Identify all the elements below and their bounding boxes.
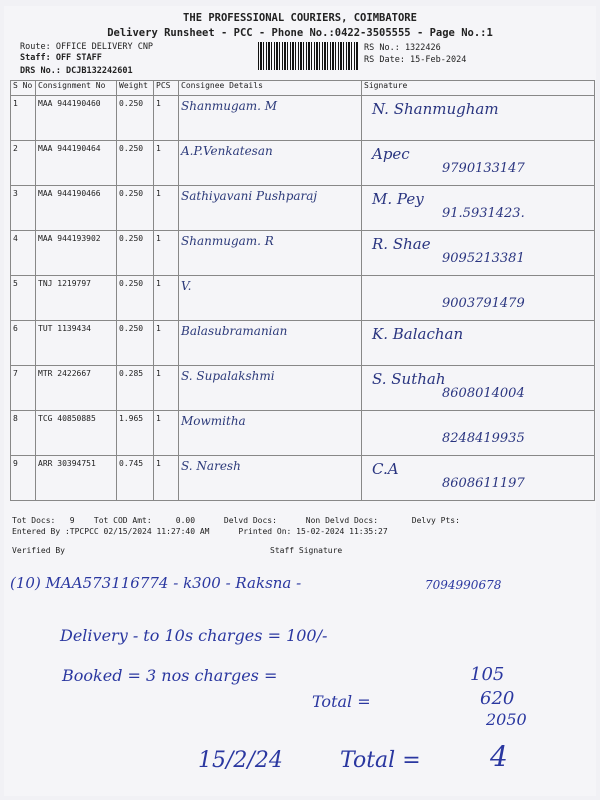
row-sno: 1 (11, 96, 36, 141)
col-weight: Weight (117, 81, 154, 96)
row-signature (362, 231, 595, 276)
consignee-name: Balasubramanian (181, 324, 288, 338)
row-sno: 7 (11, 366, 36, 411)
note-final-total-value: 4 (490, 740, 508, 773)
signature-phone: 8608611197 (442, 476, 525, 491)
staff-label: Staff: OFF STAFF (20, 53, 102, 63)
col-consignment: Consignment No (36, 81, 117, 96)
table-row (11, 411, 595, 456)
consignee-name: A.P.Venkatesan (181, 144, 273, 158)
row-consignment: ARR 30394751 (36, 456, 117, 501)
row-signature (362, 186, 595, 231)
table-row (11, 186, 595, 231)
row-consignee (179, 321, 362, 366)
consignee-name: S. Supalakshmi (181, 369, 275, 383)
row-weight: 0.250 (117, 276, 154, 321)
row-weight: 0.250 (117, 321, 154, 366)
route-label: Route: OFFICE DELIVERY CNP (20, 42, 154, 52)
row-sno: 4 (11, 231, 36, 276)
row-weight: 1.965 (117, 411, 154, 456)
row-signature (362, 411, 595, 456)
table-row (11, 231, 595, 276)
consignee-name: Shanmugam. M (181, 99, 278, 113)
signature-scribble: C.A (372, 460, 399, 478)
note-line-3-value: 105 (470, 664, 505, 685)
consignee-name: V. (181, 279, 192, 293)
note-date: 15/2/24 (198, 748, 283, 773)
row-signature (362, 96, 595, 141)
signature-phone: 8608014004 (442, 386, 525, 401)
totals-line: Tot Docs: 9 Tot COD Amt: 0.00 Delvd Docs: Non Delvd Docs: Delvy Pts: (12, 516, 460, 525)
row-consignee (179, 141, 362, 186)
row-consignee (179, 456, 362, 501)
row-pcs: 1 (154, 411, 179, 456)
row-consignment: MTR 2422667 (36, 366, 117, 411)
drs-number: DRS No.: DCJB132242601 (20, 66, 133, 76)
col-consignee: Consignee Details (179, 81, 362, 96)
table-header-row (11, 81, 595, 96)
signature-scribble: N. Shanmugham (372, 100, 499, 118)
note-line-1: (10) MAA573116774 - k300 - Raksna - (10, 574, 302, 592)
signature-phone: 91.5931423. (442, 206, 525, 221)
row-signature (362, 456, 595, 501)
row-pcs: 1 (154, 276, 179, 321)
note-total-value: 620 (480, 688, 515, 709)
row-consignee (179, 96, 362, 141)
runsheet-subtitle: Delivery Runsheet - PCC - Phone No.:0422-3505555 - Page No.:1 (107, 27, 493, 39)
row-consignee (179, 231, 362, 276)
col-pcs: PCS (154, 81, 179, 96)
row-sno: 3 (11, 186, 36, 231)
rs-date: RS Date: 15-Feb-2024 (364, 55, 467, 65)
row-sno: 6 (11, 321, 36, 366)
signature-phone: 9003791479 (442, 296, 525, 311)
signature-scribble: M. Pey (372, 190, 424, 208)
table-row (11, 366, 595, 411)
col-signature: Signature (362, 81, 595, 96)
row-weight: 0.250 (117, 186, 154, 231)
row-consignee (179, 411, 362, 456)
table-row (11, 276, 595, 321)
row-pcs: 1 (154, 456, 179, 501)
signature-scribble: S. Suthah (372, 370, 446, 388)
row-consignment: TCG 40850885 (36, 411, 117, 456)
table-row (11, 456, 595, 501)
row-consignee (179, 366, 362, 411)
note-line-2: Delivery - to 10s charges = 100/- (60, 626, 328, 645)
table-row (11, 321, 595, 366)
row-weight: 0.285 (117, 366, 154, 411)
row-signature (362, 141, 595, 186)
consignee-name: Shanmugam. R (181, 234, 274, 248)
consignee-name: Sathiyavani Pushparaj (181, 189, 318, 203)
row-sno: 5 (11, 276, 36, 321)
rs-number: RS No.: 1322426 (364, 43, 441, 53)
row-signature (362, 321, 595, 366)
note-final-total-label: Total = (340, 748, 421, 773)
row-pcs: 1 (154, 186, 179, 231)
signature-scribble: K. Balachan (372, 325, 464, 343)
row-consignment: MAA 944190464 (36, 141, 117, 186)
row-sno: 9 (11, 456, 36, 501)
row-pcs: 1 (154, 96, 179, 141)
row-consignment: TNJ 1219797 (36, 276, 117, 321)
row-consignee (179, 276, 362, 321)
row-consignment: MAA 944193902 (36, 231, 117, 276)
row-weight: 0.250 (117, 141, 154, 186)
row-consignment: MAA 944190466 (36, 186, 117, 231)
signature-scribble: R. Shae (372, 235, 431, 253)
signature-scribble: Apec (372, 145, 410, 163)
signature-phone: 9790133147 (442, 161, 525, 176)
signature-phone: 8248419935 (442, 431, 525, 446)
verified-by-label: Verified By (12, 546, 65, 555)
row-signature (362, 276, 595, 321)
row-sno: 2 (11, 141, 36, 186)
row-pcs: 1 (154, 366, 179, 411)
row-consignment: MAA 944190460 (36, 96, 117, 141)
note-line-3: Booked = 3 nos charges = (62, 666, 278, 685)
row-pcs: 1 (154, 321, 179, 366)
entered-line: Entered By :TPCPCC 02/15/2024 11:27:40 AM Printed On: 15-02-2024 11:35:27 (12, 527, 388, 536)
row-signature (362, 366, 595, 411)
runsheet-table (10, 80, 595, 501)
row-weight: 0.250 (117, 96, 154, 141)
note-total-label: Total = (312, 692, 371, 711)
row-pcs: 1 (154, 141, 179, 186)
barcode (258, 42, 358, 70)
consignee-name: S. Naresh (181, 459, 241, 473)
company-title: THE PROFESSIONAL COURIERS, COIMBATORE (183, 12, 417, 24)
note-total-sub: 2050 (486, 710, 527, 729)
staff-signature-label: Staff Signature (270, 546, 343, 555)
row-weight: 0.745 (117, 456, 154, 501)
signature-phone: 9095213381 (442, 251, 525, 266)
row-consignee (179, 186, 362, 231)
table-row (11, 96, 595, 141)
note-line-1-phone: 7094990678 (425, 578, 502, 592)
row-pcs: 1 (154, 231, 179, 276)
row-weight: 0.250 (117, 231, 154, 276)
table-row (11, 141, 595, 186)
row-consignment: TUT 1139434 (36, 321, 117, 366)
consignee-name: Mowmitha (181, 414, 246, 428)
col-sno: S No (11, 81, 36, 96)
row-sno: 8 (11, 411, 36, 456)
